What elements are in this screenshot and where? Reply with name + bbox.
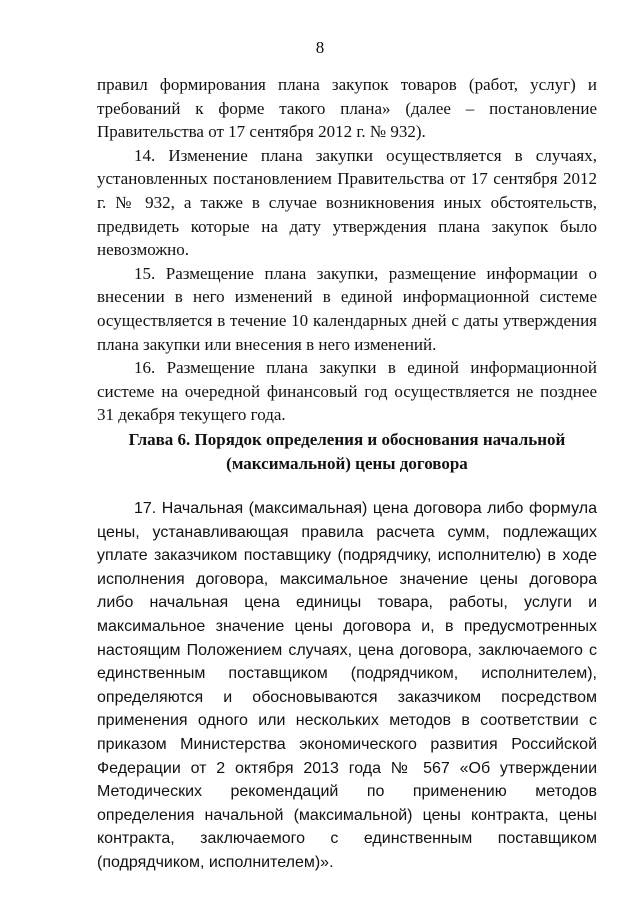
chapter-heading-line-2: (максимальной) цены договора	[226, 454, 468, 473]
paragraph-16: 16. Размещение плана закупки в единой информационной системе на очередной финансовый год осуществляется не позднее 31 декабря текущего года.	[97, 358, 597, 425]
paragraph-continuation: правил формирования плана закупок товаров (работ, услуг) и требований к форме такого плана» (далее – постановление Правительства от 17 сентября 2012 г. № 932).	[97, 75, 597, 142]
paragraphs-bottom	[97, 497, 597, 875]
paragraph-15: 15. Размещение плана закупки, размещение информации о внесении в него изменений в единой информационной системе осуществляется в течение 10 календарных дней с даты утверждения плана закупки или внесения в него изменений.	[97, 263, 597, 354]
paragraph-14: 14. Изменение плана закупки осуществляется в случаях, установленных постановлением Правительства от 17 сентября 2012 г. № 932, а также в случае возникновения иных обстоятельств, предвидеть которые на дату утверждения плана закупок было невозможно.	[97, 145, 597, 260]
paragraph-17: 17. Начальная (максимальная) цена договора либо формула цены, устанавливающая правила расчета сумм, подлежащих уплате заказчиком поставщику (подрядчику, исполнителю) в ходе исполнения договора, максимальное значение цены договора либо начальная цена единицы товара, работы, услуги и максимальное значение цены договора и, в предусмотренных настоящим Положением случаях, цена договора, заключаемого с единственным поставщиком (подрядчиком, исполнителем), определяются и обосновываются заказчиком посредством применения одного или нескольких методов в соответствии с приказом Министерства экономического развития Российской Федерации от 2 октября 2013 года № 567 «Об утверждении Методических рекомендаций по применению методов определения начальной (максимальной) цены контракта, цены контракта, заключаемого с единственным поставщиком (подрядчиком, исполнителем)».	[97, 500, 597, 871]
paragraphs-top	[97, 73, 597, 427]
chapter-heading	[97, 428, 597, 476]
chapter-heading-line-1: Глава 6. Порядок определения и обоснования начальной	[128, 430, 566, 449]
page-number: 8	[315, 38, 325, 57]
